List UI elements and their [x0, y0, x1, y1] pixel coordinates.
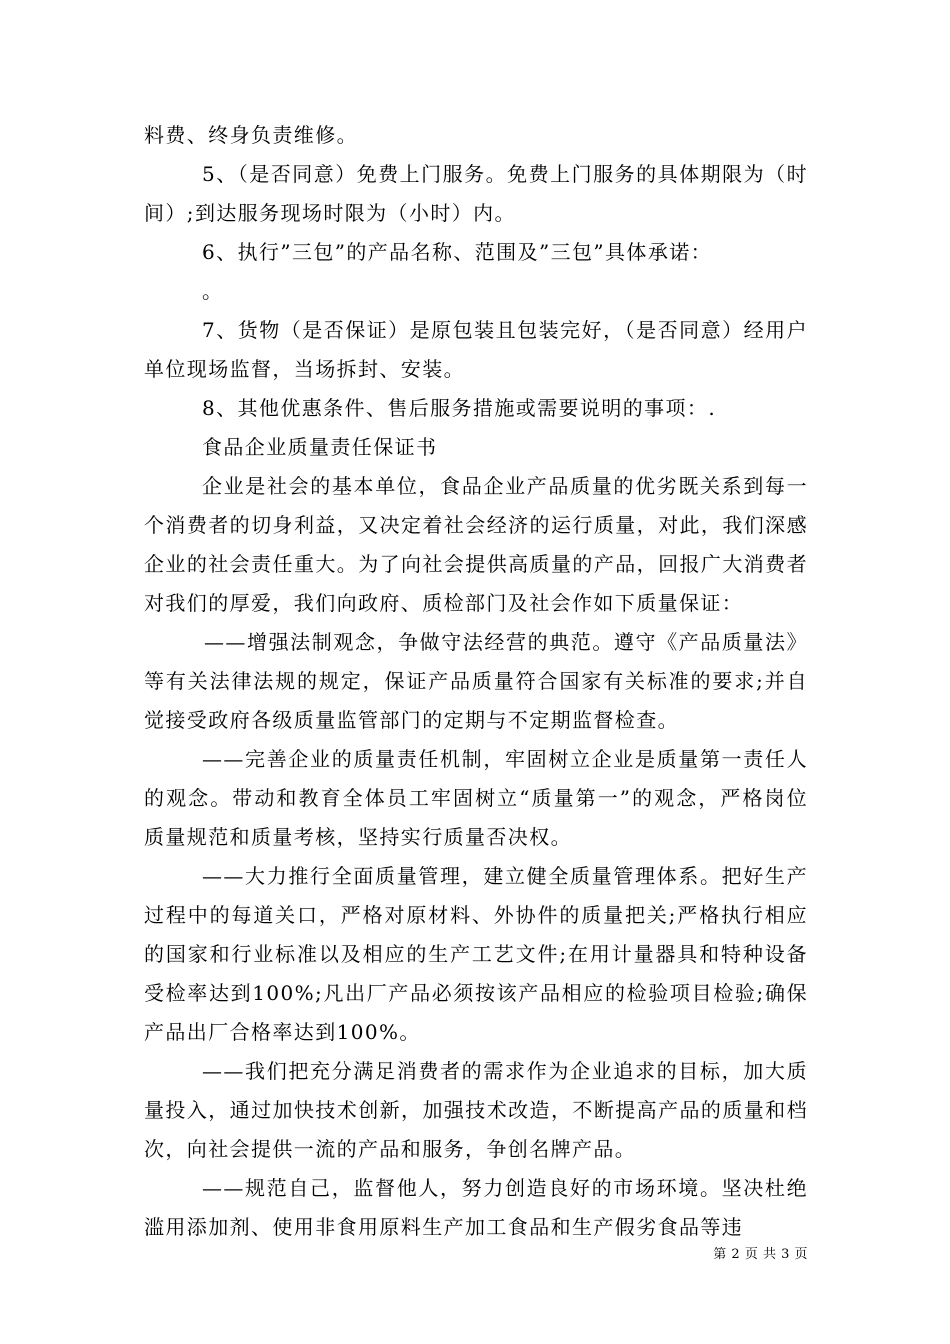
- paragraph-pledge-management: ——大力推行全面质量管理，建立健全质量管理体系。把好生产过程中的每道关口，严格对原材料、外协件的质量把关;严格执行相应的国家和行业标准以及相应的生产工艺文件;在用计量器具和特种设备受检率达到100%;凡出厂产品必须按该产品相应的检验项目检验;确保产品出厂合格率达到100%。: [144, 864, 808, 1044]
- paragraph-intro: 企业是社会的基本单位，食品企业产品质量的优劣既关系到每一个消费者的切身利益，又决定着社会经济的运行质量，对此，我们深感企业的社会责任重大。为了向社会提供高质量的产品，回报广大消费者对我们的厚爱，我们向政府、质检部门及社会作如下质量保证：: [144, 474, 808, 615]
- paragraph-item-8: 8、其他优惠条件、售后服务措施或需要说明的事项：.: [202, 396, 717, 420]
- paragraph-item-6-end: 。: [202, 279, 224, 303]
- document-body: [144, 116, 808, 1247]
- paragraph-pledge-market: ——规范自己，监督他人，努力创造良好的市场环境。坚决杜绝滥用添加剂、使用非食用原料生产加工食品和生产假劣食品等违: [144, 1176, 808, 1239]
- paragraph-pledge-law: ——增强法制观念，争做守法经营的典范。遵守《产品质量法》等有关法律法规的规定，保证产品质量符合国家有关标准的要求;并自觉接受政府各级质量监管部门的定期与不定期监督检查。: [144, 630, 808, 732]
- paragraph-pledge-responsibility: ——完善企业的质量责任机制，牢固树立企业是质量第一责任人的观念。带动和教育全体员工牢固树立“质量第一”的观念，严格岗位质量规范和质量考核，坚持实行质量否决权。: [144, 747, 808, 849]
- paragraph-item-6: 6、执行”三包”的产品名称、范围及”三包”具体承诺：: [202, 240, 713, 264]
- page-number: 第 2 页 共 3 页: [713, 1247, 808, 1262]
- paragraph-continuation: 料费、终身负责维修。: [144, 123, 358, 147]
- paragraph-pledge-innovation: ——我们把充分满足消费者的需求作为企业追求的目标，加大质量投入，通过加快技术创新，加强技术改造，不断提高产品的质量和档次，向社会提供一流的产品和服务，争创名牌产品。: [144, 1059, 808, 1161]
- paragraph-item-7: 7、货物（是否保证）是原包装且包装完好，（是否同意）经用户单位现场监督，当场拆封、安装。: [144, 318, 808, 381]
- section-title: 食品企业质量责任保证书: [202, 435, 438, 459]
- paragraph-item-5: 5、（是否同意）免费上门服务。免费上门服务的具体期限为（时间）;到达服务现场时限为（小时）内。: [144, 162, 808, 225]
